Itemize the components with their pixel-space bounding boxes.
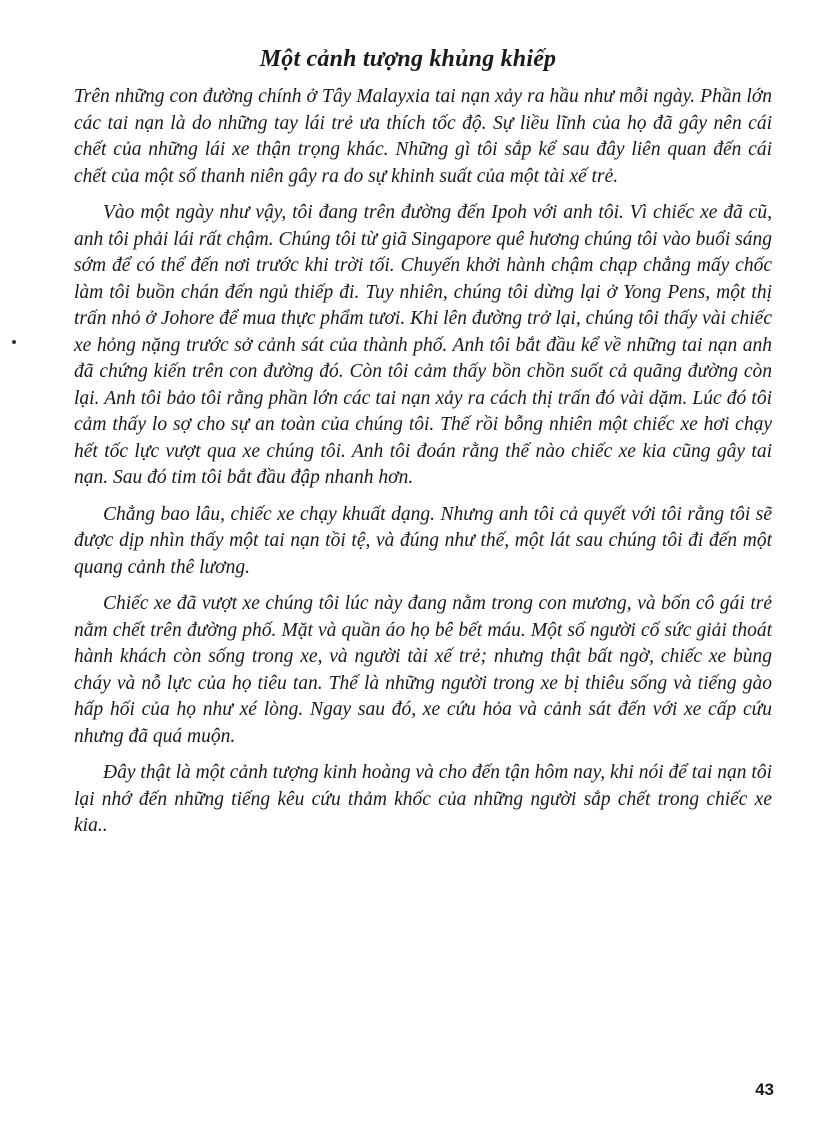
document-title: Một cảnh tượng khủng khiếp (259, 46, 557, 72)
paragraph-conclusion: Đây thật là một cảnh tượng kinh hoàng và cho đến tận hôm nay, khi nói để tai nạn tôi lại nhớ đến những tiếng kêu cứu thảm khốc của những người sắp chết trong chiếc xe kia.. (74, 762, 772, 836)
scan-speck (12, 340, 16, 344)
document-body (74, 84, 772, 850)
page-number: 43 (755, 1080, 774, 1099)
paragraph-scene: Chẳng bao lâu, chiếc xe chạy khuất dạng. Nhưng anh tôi cả quyết với tôi rằng tôi sẽ được dịp nhìn thấy một tai nạn tồi tệ, và đúng như thế, một lát sau chúng tôi đi đến một quang cảnh thê lương. (74, 503, 772, 578)
paragraph-journey: Vào một ngày như vậy, tôi đang trên đường đến Ipoh với anh tôi. Vì chiếc xe đã cũ, anh tôi phải lái rất chậm. Chúng tôi từ giã Singapore quê hương chúng tôi vào buổi sáng sớm để có thể đến nơi trước khi trời tối. Chuyến khởi hành chậm chạp chẳng mấy chốc làm tôi buồn chán đến ngủ thiếp đi. Tuy nhiên, chúng tôi dừng lại ở Yong Pens, một thị trấn nhỏ ở Johore để mua thực phẩm tươi. Khi lên đường trở lại, chúng tôi thấy vài chiếc xe hỏng nặng trước sở cảnh sát của thành phố. Anh tôi bắt đầu kể về những tai nạn anh đã chứng kiến trên con đường đó. Còn tôi cảm thấy bồn chồn suốt cả quãng đường còn lại. Anh tôi bảo tôi rằng phần lớn các tai nạn xảy ra cách thị trấn đó vài dặm. Lúc đó tôi cảm thấy lo sợ cho sự an toàn của chúng tôi. Thế rồi bỗng nhiên một chiếc xe hơi chạy hết tốc lực vượt qua xe chúng tôi. Anh tôi đoán rằng thế nào chiếc xe kia cũng gây tai nạn. Sau đó tim tôi bắt đầu đập nhanh hơn. (74, 202, 772, 488)
paragraph-intro: Trên những con đường chính ở Tây Malayxia tai nạn xảy ra hầu như mỗi ngày. Phần lớn các tai nạn là do những tay lái trẻ ưa thích tốc độ. Sự liều lĩnh của họ đã gây nên cái chết của những lái xe thận trọng khác. Những gì tôi sắp kể sau đây liên quan đến cái chết của một số thanh niên gây ra do sự khinh suất của một tài xế trẻ. (74, 86, 772, 187)
paragraph-accident: Chiếc xe đã vượt xe chúng tôi lúc này đang nằm trong con mương, và bốn cô gái trẻ nằm chết trên đường phố. Mặt và quần áo họ bê bết máu. Một số người cố sức giải thoát hành khách còn sống trong xe, và người tài xế trẻ; nhưng thật bất ngờ, chiếc xe bùng cháy và nỗ lực của họ tiêu tan. Thế là những người trong xe bị thiêu sống và tiếng gào hấp hối của họ như xé lòng. Ngay sau đó, xe cứu hỏa và cảnh sát đến với xe cấp cứu nhưng đã quá muộn. (74, 593, 772, 747)
